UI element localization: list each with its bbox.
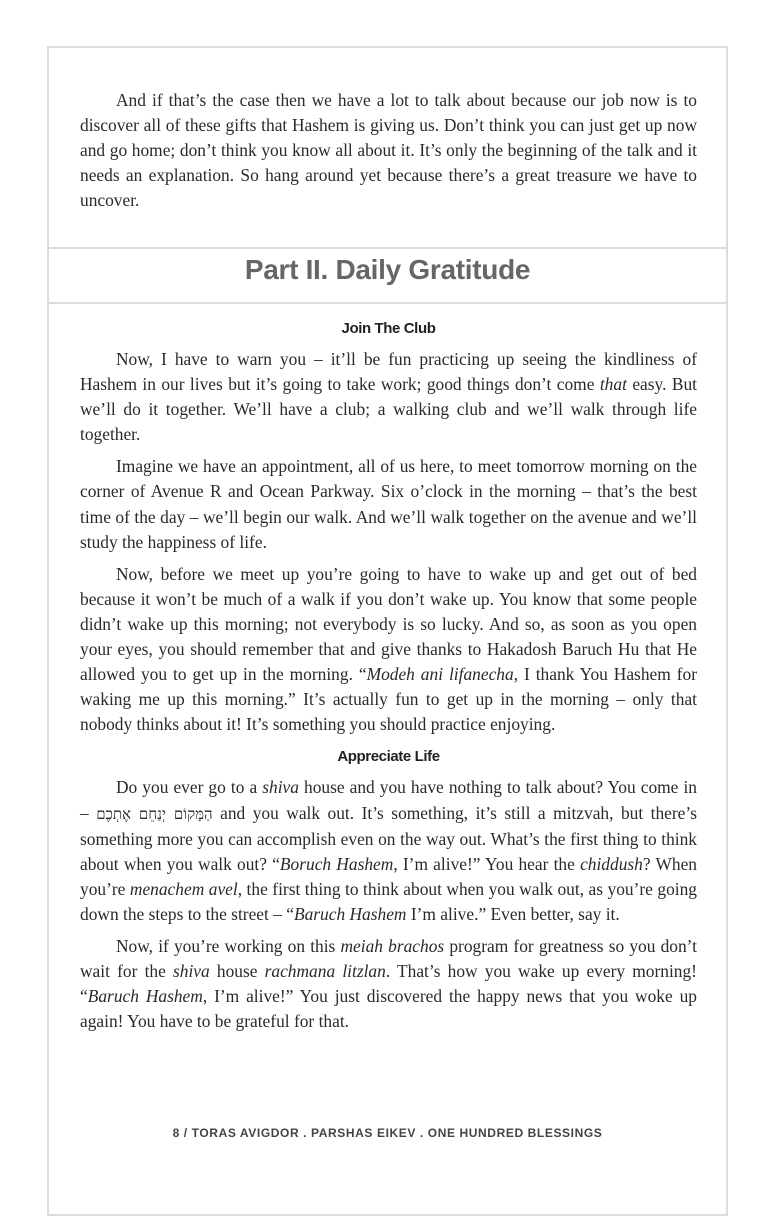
text-run: , I thank You Hashem for waking me up this morning.” It’s actually fun to get up in the morning – only that nobody thinks about it! It’s something you should practice enjoying. xyxy=(80,664,697,735)
main-text xyxy=(80,317,697,1041)
italic-text: Baruch Hashem xyxy=(293,903,407,924)
paragraph xyxy=(80,88,697,213)
italic-text: menachem avel xyxy=(129,878,238,899)
divider xyxy=(47,302,728,304)
text-run: , I’m alive!” You just discovered the happy news that you woke up again! You have to be grateful for that. xyxy=(80,986,697,1032)
text-run: easy. But we’ll do it together. We’ll have a club; a walking club and we’ll walk through life together. xyxy=(80,374,697,445)
italic-text: Boruch Hashem xyxy=(279,853,394,874)
italic-text: chiddush xyxy=(580,853,643,874)
text-run: I’m alive.” Even better, say it. xyxy=(406,903,620,924)
text-run: Now, I have to warn you – it’ll be fun practicing up seeing the kindliness of Hashem in our lives but it’s going to take work; good things don’t come xyxy=(80,349,697,395)
italic-text: Modeh ani lifanecha xyxy=(366,664,514,685)
paragraph xyxy=(80,934,697,1034)
text-run: And if that’s the case then we have a lot to talk about because our job now is to discover all of these gifts that Hashem is giving us. Don’t think you can just get up now and go home; don’t think you know all about it. It’s only the beginning of the talk and it needs an explanation. So hang around yet because there’s a great treasure we have to uncover. xyxy=(80,90,697,211)
hebrew-text: הַמָּקוֹם יְנַחֵם אֶתְכֶם xyxy=(96,804,213,823)
italic-text: rachmana litzlan xyxy=(264,961,386,982)
text-run: Now, before we meet up you’re going to have to wake up and get out of bed because it won’t be much of a walk if you don’t wake up. You know that some people didn’t wake up this morning; not everybody is so lucky. And so, as soon as you open your eyes, you should remember that and give thanks to Hakadosh Baruch Hu that He allowed you to get up in the morning. “ xyxy=(80,563,697,685)
italic-text: Baruch Hashem xyxy=(87,986,203,1007)
divider xyxy=(47,247,728,249)
intro-text xyxy=(80,88,697,220)
paragraph xyxy=(80,562,697,738)
page-footer: 8 / TORAS AVIGDOR . PARSHAS EIKEV . ONE HUNDRED BLESSINGS xyxy=(172,1126,603,1140)
text-run: ? When you’re xyxy=(80,853,697,899)
paragraph xyxy=(80,347,697,447)
text-run: house xyxy=(209,961,265,982)
section-heading: Appreciate Life xyxy=(337,748,440,766)
text-run: Now, if you’re working on this xyxy=(116,935,341,956)
text-run: , the first thing to think about when you walk out, as you’re going down the steps to the street – “ xyxy=(80,878,697,924)
italic-text: shiva xyxy=(262,777,299,798)
text-run: program for greatness so you don’t wait for the xyxy=(80,935,697,982)
section-heading: Join The Club xyxy=(341,320,436,337)
text-run: house and you have nothing to talk about? You come in – xyxy=(80,777,697,823)
paragraph xyxy=(80,454,697,554)
part-title: Part II. Daily Gratitude xyxy=(244,254,531,285)
text-run: and you walk out. It’s something, it’s still a mitzvah, but there’s something more you can accomplish even on the way out. What’s the first thing to think about when you walk out? “ xyxy=(80,802,698,874)
italic-text: shiva xyxy=(172,961,210,982)
text-run: Imagine we have an appointment, all of us here, to meet tomorrow morning on the corner of Avenue R and Ocean Parkway. Six o’clock in the morning – that’s the best time of the day – we’ll begin our walk. And we’ll walk together on the avenue and we’ll study the happiness of life. xyxy=(80,456,697,552)
italic-text: meiah brachos xyxy=(340,935,445,956)
paragraph xyxy=(80,775,697,927)
text-run: . That’s how you wake up every morning! “ xyxy=(80,961,697,1007)
text-run: , I’m alive!” You hear the xyxy=(393,853,581,874)
text-run: Do you ever go to a xyxy=(116,777,263,798)
italic-text: that xyxy=(599,374,627,395)
